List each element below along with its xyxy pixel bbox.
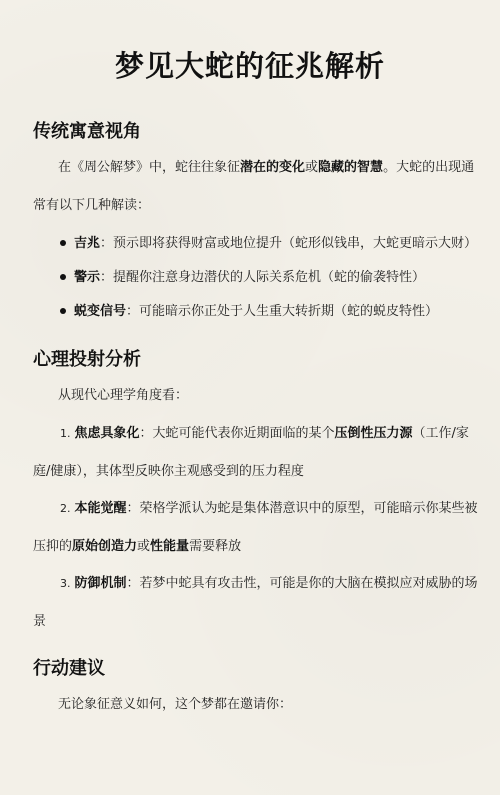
bullet-dot-icon	[60, 274, 66, 280]
bullet-text: ：预示即将获得财富或地位提升（蛇形似钱串，大蛇更暗示大财）	[100, 236, 478, 251]
item-number: 3.	[60, 577, 71, 590]
item-text: 需要释放	[189, 539, 242, 554]
item-text: 或	[137, 539, 151, 554]
item-bold-creativity: 原始创造力	[72, 539, 138, 554]
numbered-item-continuation: 景	[33, 614, 47, 629]
bullet-label: 警示	[74, 270, 101, 285]
bullet-text: ：提醒你注意身边潜伏的人际关系危机（蛇的偷袭特性）	[100, 270, 426, 285]
numbered-item-continuation	[33, 535, 241, 554]
section-heading-psychology: 心理投射分析	[33, 349, 141, 370]
bullet-item	[60, 266, 425, 285]
traditional-intro-line1	[58, 156, 474, 175]
bullet-label: 蜕变信号	[74, 304, 127, 319]
item-number: 2.	[60, 502, 71, 515]
numbered-item	[60, 497, 478, 516]
intro-bold-change: 潜在的变化	[240, 160, 306, 175]
item-label: 防御机制	[74, 576, 127, 591]
item-text: （工作/家	[412, 426, 469, 441]
action-intro: 无论象征意义如何，这个梦都在邀请你：	[58, 697, 293, 712]
bullet-item	[60, 232, 477, 251]
bullet-item	[60, 300, 438, 319]
item-bold-energy: 性能量	[150, 539, 190, 554]
intro-bold-wisdom: 隐藏的智慧	[318, 160, 384, 175]
numbered-item	[60, 422, 469, 441]
item-text: ：荣格学派认为蛇是集体潜意识中的原型，可能暗示你某些被	[126, 501, 478, 516]
item-label: 焦虑具象化	[74, 426, 140, 441]
intro-text-3: 。大蛇的出现通	[383, 160, 475, 175]
psychology-intro: 从现代心理学角度看：	[58, 388, 189, 403]
numbered-item	[60, 572, 478, 591]
numbered-item-continuation: 庭/健康），其体型反映你主观感受到的压力程度	[33, 464, 304, 479]
bullet-label: 吉兆	[74, 236, 101, 251]
section-heading-traditional: 传统寓意视角	[33, 121, 141, 142]
item-number: 1.	[60, 427, 71, 440]
bullet-text: ：可能暗示你正处于人生重大转折期（蛇的蜕皮特性）	[126, 304, 439, 319]
traditional-intro-line2: 常有以下几种解读：	[33, 198, 151, 213]
section-heading-action: 行动建议	[33, 658, 105, 679]
bullet-dot-icon	[60, 240, 66, 246]
intro-text-2: 或	[305, 160, 319, 175]
item-text: ：若梦中蛇具有攻击性，可能是你的大脑在模拟应对威胁的场	[126, 576, 478, 591]
intro-text-1: 在《周公解梦》中，蛇往往象征	[58, 160, 241, 175]
item-bold: 压倒性压力源	[334, 426, 413, 441]
item-label: 本能觉醒	[74, 501, 127, 516]
item-text: 压抑的	[33, 539, 73, 554]
bullet-dot-icon	[60, 308, 66, 314]
page-title: 梦见大蛇的征兆解析	[114, 49, 385, 83]
item-text: ：大蛇可能代表你近期面临的某个	[139, 426, 335, 441]
